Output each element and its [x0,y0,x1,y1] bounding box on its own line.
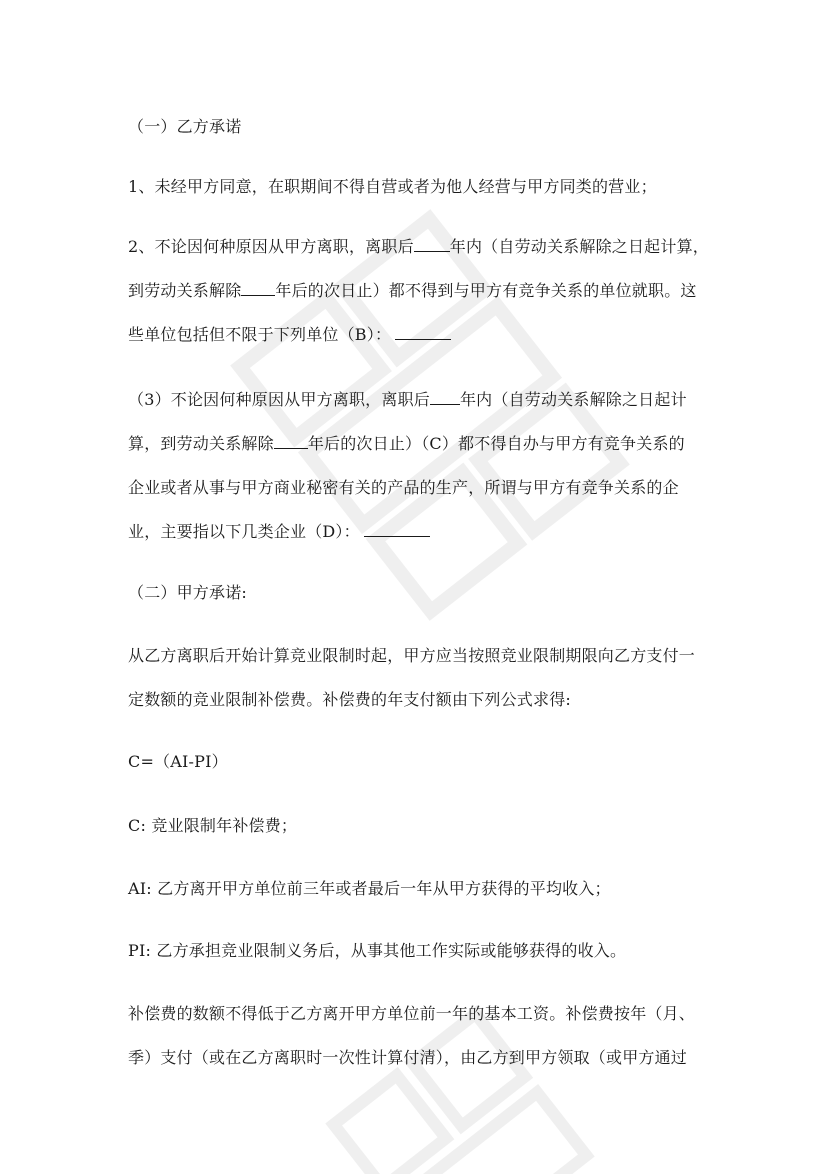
clause-3-line-4 [128,522,430,542]
line-text: 年内（自劳动关系解除之日起计算， [449,237,709,256]
compensation-para-line-2 [128,690,571,710]
line-text: 定数额的竞业限制补偿费。补偿费的年支付额由下列公式求得: [128,690,571,709]
line-text: AI: 乙方离开甲方单位前三年或者最后一年从甲方获得的平均收入； [128,879,611,898]
clause-2-line-2 [128,281,697,301]
clause-2-line-1 [128,237,709,257]
line-text: 年内（自劳动关系解除之日起计 [459,390,687,409]
line-text: 补偿费的数额不得低于乙方离开甲方单位前一年的基本工资。补偿费按年（月、 [128,1004,696,1023]
fill-blank [395,325,451,340]
section-heading-party-b [128,117,241,137]
clause-3-line-2 [128,434,685,454]
payment-para-line-1 [128,1004,695,1024]
watermark-bottom [320,1000,601,1174]
line-text: 些单位包括但不限于下列单位（B）： [128,325,392,344]
section-heading-party-a [128,583,247,603]
definition-c [128,816,297,836]
line-text: C=（AI-PI） [128,752,228,771]
line-text: 1、未经甲方同意，在职期间不得自营或者为他人经营与甲方同类的营业； [128,177,657,196]
fill-blank [274,434,308,449]
payment-para-line-2 [128,1048,687,1068]
line-text: 从乙方离职后开始计算竞业限制时起，甲方应当按照竞业限制期限向乙方支付一 [128,646,696,665]
compensation-para-line-1 [128,646,695,666]
clause-2-line-3 [128,325,451,345]
line-text: 企业或者从事与甲方商业秘密有关的产品的生产，所谓与甲方有竞争关系的企 [128,478,679,497]
line-text: 年后的次日止）都不得到与甲方有竞争关系的单位就职。这 [275,281,697,300]
fill-blank [430,390,460,405]
line-text: 算，到劳动关系解除 [128,434,274,453]
clause-3-line-1 [128,390,687,410]
line-text: （一）乙方承诺 [128,117,242,136]
fill-blank [414,237,450,252]
clause-3-line-3 [128,478,679,498]
line-text: 2、不论因何种原因从甲方离职，离职后 [128,237,414,256]
line-text: 年后的次日止）（C）都不得自办与甲方有竞争关系的 [307,434,685,453]
line-text: （二）甲方承诺: [128,583,247,602]
definition-ai [128,879,611,899]
watermark-bottom-shape [320,1000,601,1174]
line-text: 季）支付（或在乙方离职时一次性计算付清），由乙方到甲方领取（或甲方通过 [128,1048,688,1067]
clause-1 [128,177,657,197]
formula [128,752,228,772]
line-text: 到劳动关系解除 [128,281,242,300]
line-text: （3）不论因何种原因从甲方离职，离职后 [128,390,430,409]
line-text: PI: 乙方承担竞业限制义务后，从事其他工作实际或能够获得的收入。 [128,941,627,960]
watermark [226,205,634,625]
line-text: C: 竞业限制年补偿费； [128,816,298,835]
fill-blank [364,522,430,537]
definition-pi [128,941,626,961]
line-text: 业，主要指以下几类企业（D）： [128,522,360,541]
fill-blank [241,281,275,296]
watermark-shape [226,205,634,625]
